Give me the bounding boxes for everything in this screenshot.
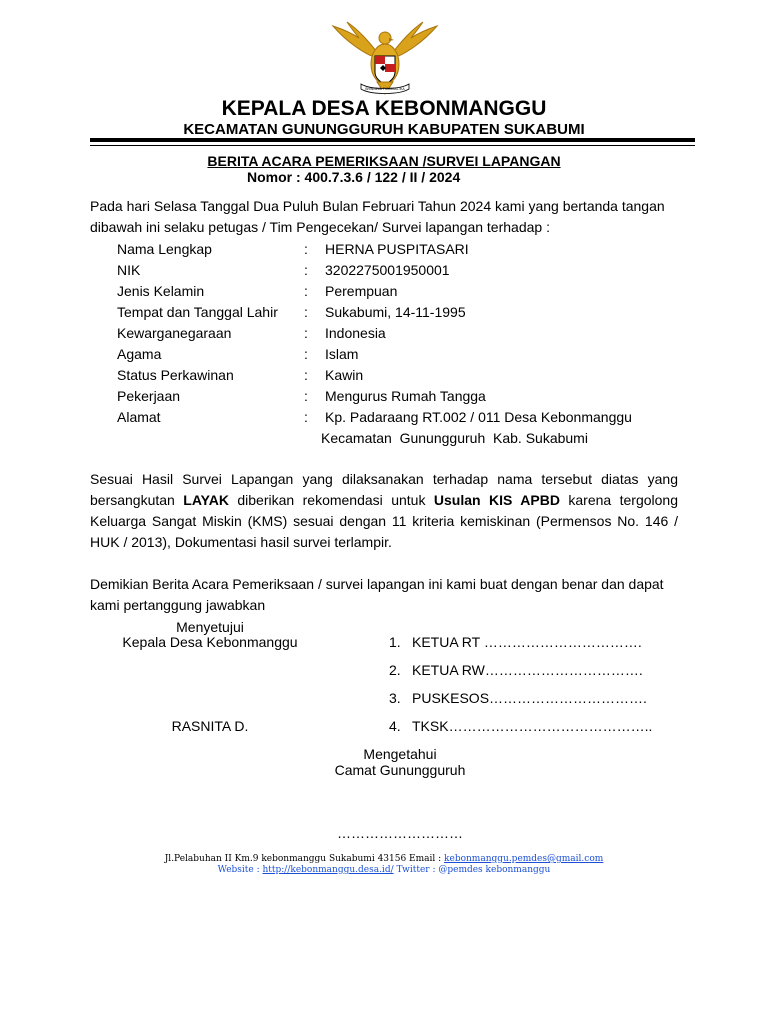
header-rule-thick [90,138,695,142]
field-label: Agama [117,346,162,362]
know-signature-dots: ……………………… [337,825,463,841]
witness-text: PUSKESOS……………………………. [412,690,647,706]
field-colon: : [304,241,308,257]
field-label: Alamat [117,409,161,425]
address-line-2: Kecamatan Gunungguruh Kab. Sukabumi [321,430,588,446]
field-value: Kp. Padaraang RT.002 / 011 Desa Kebonmanggu [325,409,632,425]
approve-position: Kepala Desa Kebonmanggu [122,634,298,650]
footer-email-link[interactable]: kebonmanggu.pemdes@gmail.com [444,854,604,864]
field-value: Indonesia [325,325,386,341]
field-colon: : [304,325,308,341]
witness-text: KETUA RT ……………………………. [412,634,642,650]
witness-num: 3. [389,690,401,706]
field-value: Perempuan [325,283,398,299]
field-colon: : [304,367,308,383]
field-colon: : [304,388,308,404]
p2-text-2: diberikan rekomendasi untuk [228,492,434,508]
approve-name: RASNITA D. [171,718,249,734]
field-label: Kewarganegaraan [117,325,232,341]
header-subtitle: KECAMATAN GUNUNGGURUH KABUPATEN SUKABUMI [183,121,585,138]
field-colon: : [304,262,308,278]
footer-address [0,854,768,864]
p2-text-1: Sesuai Hasil Survei Lapangan yang dilaksanakan terhadap nama tersebut diatas yang bersangkutan [90,471,678,508]
field-colon: : [304,283,308,299]
field-colon: : [304,304,308,320]
field-label: Pekerjaan [117,388,181,404]
field-colon: : [304,346,308,362]
field-value: Islam [325,346,359,362]
footer-address-text: Jl.Pelabuhan II Km.9 kebonmanggu Sukabumi 43156 Email : [164,854,445,864]
p2-bold-layak: LAYAK [183,492,229,508]
footer-website-label: Website : [217,865,263,875]
field-label: Jenis Kelamin [117,283,205,299]
witness-item [389,634,642,650]
document-number: Nomor : 400.7.3.6 / 122 / II / 2024 [247,169,461,185]
know-position: Camat Gunungguruh [334,762,466,778]
field-label: NIK [117,262,141,278]
document-title: BERITA ACARA PEMERIKSAAN /SURVEI LAPANGAN [207,153,561,169]
closing-paragraph: Demikian Berita Acara Pemeriksaan / survei lapangan ini kami buat dengan benar dan dapat kami pertanggung jawabkan [90,576,664,613]
field-value: Sukabumi, 14-11-1995 [325,304,466,320]
field-colon: : [304,409,308,425]
witness-item [389,718,652,734]
witness-item [389,690,647,706]
witness-num: 4. [389,718,401,734]
intro-paragraph: Pada hari Selasa Tanggal Dua Puluh Bulan Februari Tahun 2024 kami yang bertanda tangan dibawah ini selaku petugas / Tim Pengecekan/ Survei lapangan terhadap : [90,198,665,235]
field-value: 3202275001950001 [325,262,450,278]
footer-website-link[interactable]: http://kebonmanggu.desa.id/ [262,865,394,875]
field-value: Kawin [325,367,364,383]
approve-label: Menyetujui [176,619,244,635]
field-value: HERNA PUSPITASARI [325,241,469,257]
header-title: KEPALA DESA KEBONMANGGU [221,97,547,120]
p2-text-3: karena tergolong Keluarga Sangat Miskin (KMS) sesuai dengan 11 kriteria kemiskinan (Permensos No. 146 / HUK / 2013), Dokumentasi hasil survei terlampir. [90,492,678,550]
field-label: Nama Lengkap [117,241,212,257]
garuda-emblem [325,20,445,100]
survey-result-paragraph [90,469,678,553]
witness-num: 2. [389,662,401,678]
footer-web [0,865,768,875]
know-label: Mengetahui [363,746,437,762]
p2-bold-usulan: Usulan KIS APBD [433,492,560,508]
header-rule-thin [90,145,695,146]
witness-text: KETUA RW……………………………. [412,662,643,678]
field-value: Mengurus Rumah Tangga [325,388,486,404]
emblem-motto: BHINNEKA TUNGGAL IKA [365,87,405,91]
field-label: Status Perkawinan [117,367,234,383]
witness-num: 1. [389,634,401,650]
witness-item [389,662,643,678]
field-label: Tempat dan Tanggal Lahir [117,304,278,320]
footer-twitter: Twitter : @pemdes kebonmanggu [393,865,551,875]
witness-text: TKSK…………………………………….. [412,718,653,734]
